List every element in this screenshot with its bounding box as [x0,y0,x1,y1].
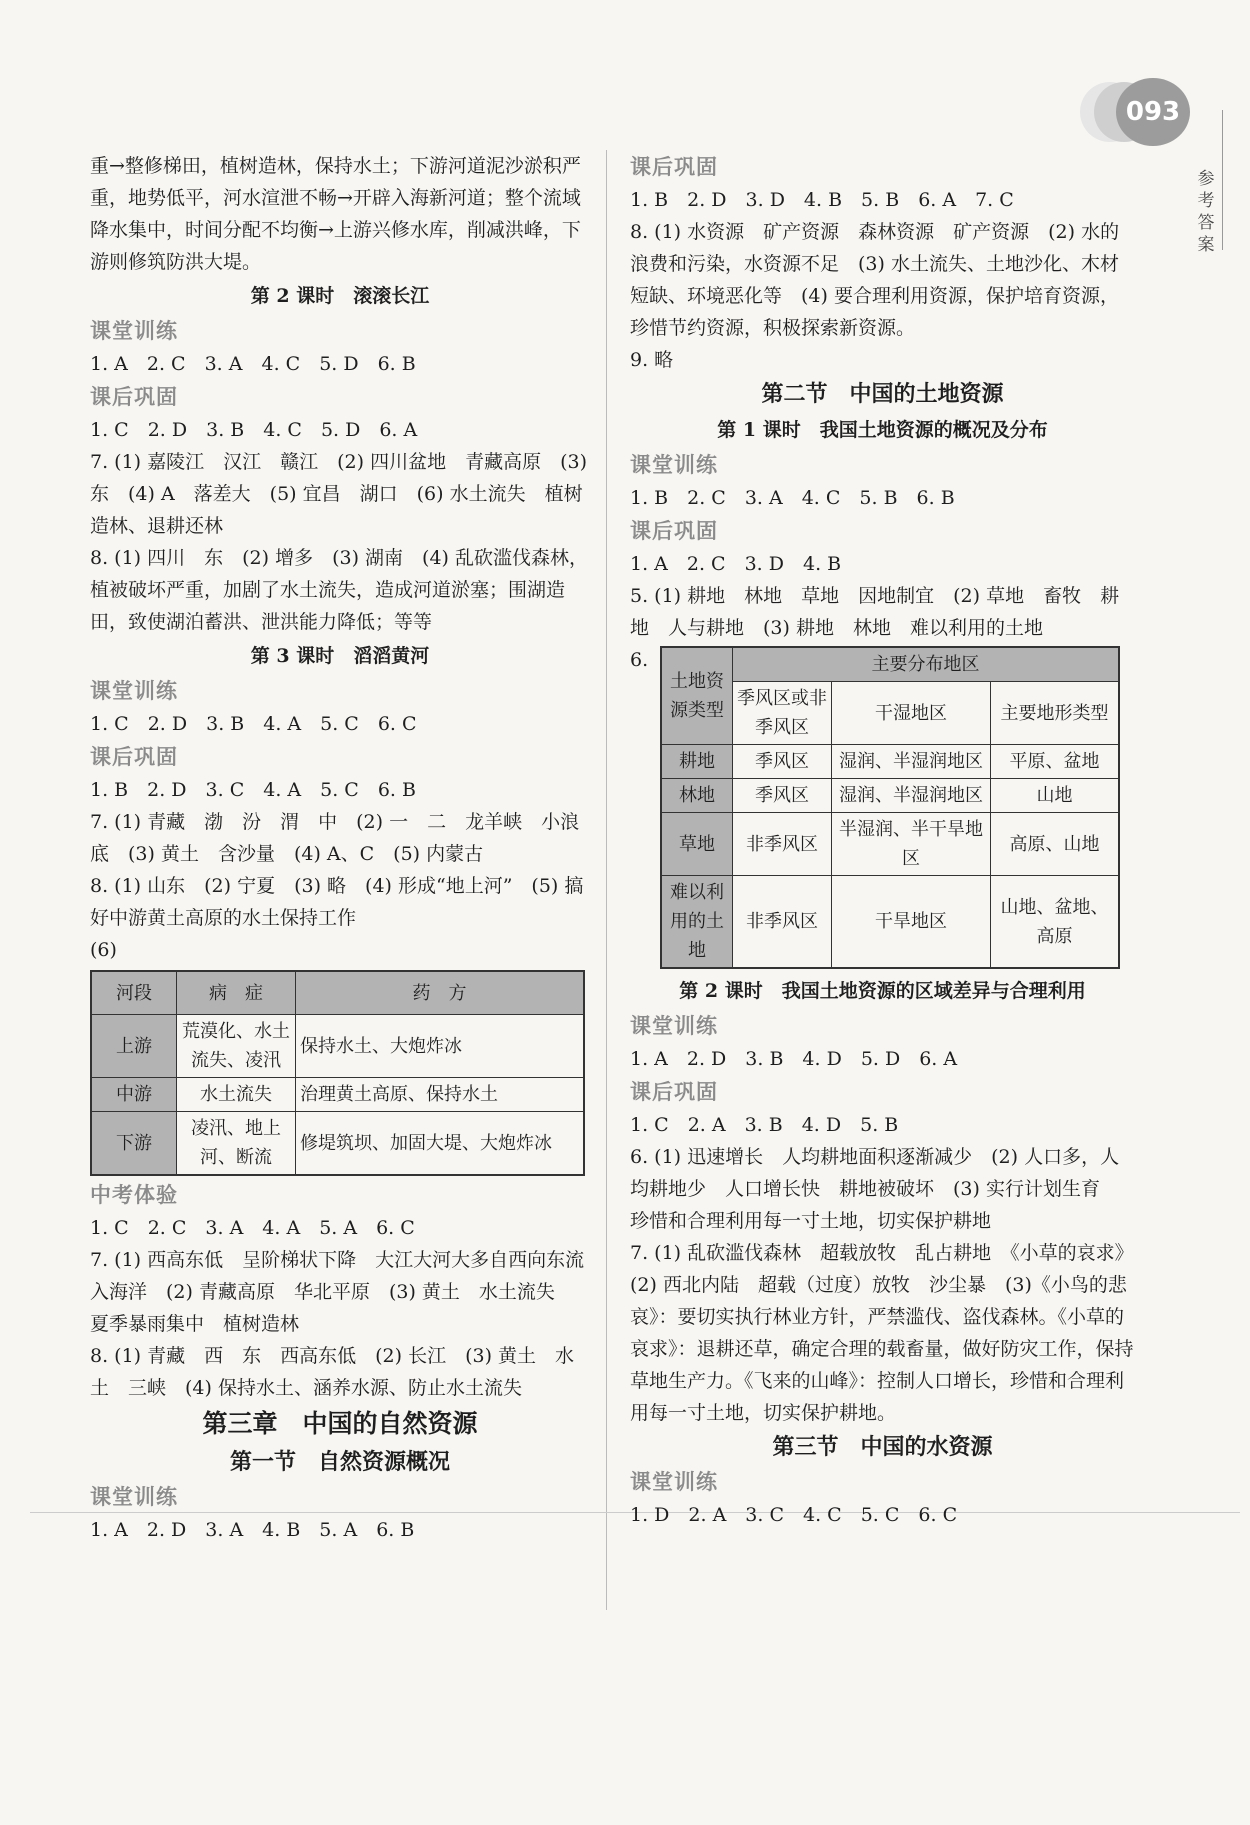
table-row [91,1078,584,1112]
table-header: 土地资源类型 [661,647,733,745]
section-title: 第三节 中国的水资源 [772,1434,993,1460]
land-resources-table [660,646,1120,969]
section-heading: 课后巩固 [630,1080,718,1104]
chapter-title: 第三章 中国的自然资源 [202,1409,478,1438]
table-header: 病 症 [177,971,296,1015]
column-divider [606,150,607,1610]
lesson-title: 第 2 课时 我国土地资源的区域差异与合理利用 [679,980,1086,1002]
answer-line: 1. D 2. A 3. C 4. C 5. C 6. C [630,1504,958,1526]
section-heading: 课堂训练 [90,679,178,703]
answer-paragraph: 8. (1) 四川 东 (2) 增多 (3) 湖南 (4) 乱砍滥伐森林，植被破坏严重，加剧了水土流失，造成河道淤塞；围湖造田，致使湖泊蓄洪、泄洪能力降低；等等 [90,547,588,633]
table-header: 药 方 [296,971,585,1015]
section-title: 第一节 自然资源概况 [229,1449,450,1475]
table-cell: 难以利用的土地 [661,876,733,969]
answer-line: 1. B 2. C 3. A 4. C 5. B 6. B [630,487,955,509]
section-heading: 课后巩固 [90,745,178,769]
left-column [90,150,590,1546]
table-cell: 山地、盆地、高原 [991,876,1120,969]
answer-line: 1. A 2. C 3. D 4. B [630,553,842,575]
table-cell: 平原、盆地 [991,745,1120,779]
table-cell: 季风区 [733,779,832,813]
table-cell: 季风区 [733,745,832,779]
answer-paragraph: 7. (1) 乱砍滥伐森林 超载放牧 乱占耕地 《小草的哀求》 (2) 西北内陆 超载（过度）放牧 沙尘暴 (3)《小鸟的悲哀》：要切实执行林业方针，严禁滥伐、盗伐森林。《小草的哀求》：退耕还草，确定合理的载畜量，做好防灾工作，保持草地生产力。《飞来的山峰》：控制人口增长，珍惜和合理利用每一寸土地，切实保护耕地。 [630,1242,1144,1424]
table-row [661,813,1119,876]
answer-paragraph: 7. (1) 嘉陵江 汉江 赣江 (2) 四川盆地 青藏高原 (3) 东 (4) A 落差大 (5) 宜昌 湖口 (6) 水土流失 植树造林、退耕还林 [90,451,587,537]
table-cell: 湿润、半湿润地区 [832,779,991,813]
table-cell: 治理黄土高原、保持水土 [296,1078,585,1112]
table-cell: 耕地 [661,745,733,779]
table-cell: 荒漠化、水土流失、凌汛 [177,1015,296,1078]
answer-line: 1. B 2. D 3. C 4. A 5. C 6. B [90,779,416,801]
table-cell: 凌汛、地上河、断流 [177,1112,296,1176]
answer-line: (6) [90,939,117,961]
table-row [91,1112,584,1176]
page-number: 093 [1116,78,1190,146]
table-cell: 干旱地区 [832,876,991,969]
lesson-title: 第 2 课时 滚滚长江 [250,285,430,307]
table-cell: 半湿润、半干旱地区 [832,813,991,876]
section-title: 第二节 中国的土地资源 [761,381,1004,407]
table-cell: 草地 [661,813,733,876]
answer-line: 1. B 2. D 3. D 4. B 5. B 6. A 7. C [630,189,1014,211]
side-divider [1222,110,1223,250]
yellow-river-table [90,970,585,1176]
answer-line: 1. C 2. C 3. A 4. A 5. A 6. C [90,1217,415,1239]
side-label: 参考答案 [1197,169,1215,255]
table-cell: 湿润、半湿润地区 [832,745,991,779]
section-heading: 课后巩固 [630,155,718,179]
section-heading: 中考体验 [90,1183,178,1207]
table-header: 干湿地区 [832,682,991,745]
section-heading: 课堂训练 [630,453,718,477]
answer-paragraph: 8. (1) 青藏 西 东 西高东低 (2) 长江 (3) 黄土 水土 三峡 (4) 保持水土、涵养水源、防止水土流失 [90,1345,575,1399]
table-row [661,779,1119,813]
answer-line: 1. A 2. D 3. A 4. B 5. A 6. B [90,1519,415,1541]
section-heading: 课堂训练 [630,1470,718,1494]
table-cell: 保持水土、大炮炸冰 [296,1015,585,1078]
table-header: 主要地形类型 [991,682,1120,745]
answer-line: 9. 略 [630,349,674,371]
table-cell: 水土流失 [177,1078,296,1112]
answer-paragraph: 8. (1) 水资源 矿产资源 森林资源 矿产资源 (2) 水的浪费和污染，水资源不足 (3) 水土流失、土地沙化、木材短缺、环境恶化等 (4) 要合理利用资源，保护培育资源，珍惜节约资源，积极探索新资源。 [630,221,1120,339]
table-cell: 修堤筑坝、加固大堤、大炮炸冰 [296,1112,585,1176]
lesson-title: 第 3 课时 滔滔黄河 [250,645,430,667]
table-row [661,745,1119,779]
right-column [630,150,1144,1531]
question-number: 6. [630,649,649,671]
table-cell: 林地 [661,779,733,813]
answer-paragraph: 7. (1) 青藏 渤 汾 渭 中 (2) 一 二 龙羊峡 小浪底 (3) 黄土 含沙量 (4) A、C (5) 内蒙古 [90,811,580,865]
section-heading: 课堂训练 [630,1014,718,1038]
intro-paragraph: 重→整修梯田，植树造林，保持水土；下游河道泥沙淤积严重，地势低平，河水渲泄不畅→开辟入海新河道；整个流域降水集中，时间分配不均衡→上游兴修水库，削减洪峰，下游则修筑防洪大堤。 [90,155,581,273]
section-heading: 课后巩固 [90,385,178,409]
answer-line: 1. A 2. D 3. B 4. D 5. D 6. A [630,1048,958,1070]
answer-paragraph: 7. (1) 西高东低 呈阶梯状下降 大江大河大多自西向东流入海洋 (2) 青藏高原 华北平原 (3) 黄土 水土流失 夏季暴雨集中 植树造林 [90,1249,585,1335]
table-header: 主要分布地区 [733,647,1120,682]
table-cell: 山地 [991,779,1120,813]
answer-paragraph: 5. (1) 耕地 林地 草地 因地制宜 (2) 草地 畜牧 耕地 人与耕地 (3) 耕地 林地 难以利用的土地 [630,585,1120,639]
answer-paragraph: 8. (1) 山东 (2) 宁夏 (3) 略 (4) 形成“地上河” (5) 搞好中游黄土高原的水土保持工作 [90,875,584,929]
table-row [661,876,1119,969]
section-heading: 课堂训练 [90,319,178,343]
table-header: 季风区或非季风区 [733,682,832,745]
table-cell: 非季风区 [733,876,832,969]
answer-paragraph: 6. (1) 迅速增长 人均耕地面积逐渐减少 (2) 人口多，人均耕地少 人口增长快 耕地被破坏 (3) 实行计划生育 珍惜和合理利用每一寸土地，切实保护耕地 [630,1146,1120,1232]
answer-line: 1. C 2. A 3. B 4. D 5. B [630,1114,899,1136]
lesson-title: 第 1 课时 我国土地资源的概况及分布 [717,419,1048,441]
table-header: 河段 [91,971,177,1015]
table-row [91,1015,584,1078]
page-number-badge [1080,78,1198,146]
table-cell: 高原、山地 [991,813,1120,876]
table-cell: 上游 [91,1015,177,1078]
section-heading: 课堂训练 [90,1485,178,1509]
table-cell: 中游 [91,1078,177,1112]
answer-line: 1. A 2. C 3. A 4. C 5. D 6. B [90,353,416,375]
answer-line: 1. C 2. D 3. B 4. C 5. D 6. A [90,419,418,441]
section-heading: 课后巩固 [630,519,718,543]
table-cell: 非季风区 [733,813,832,876]
table-cell: 下游 [91,1112,177,1176]
answer-line: 1. C 2. D 3. B 4. A 5. C 6. C [90,713,417,735]
